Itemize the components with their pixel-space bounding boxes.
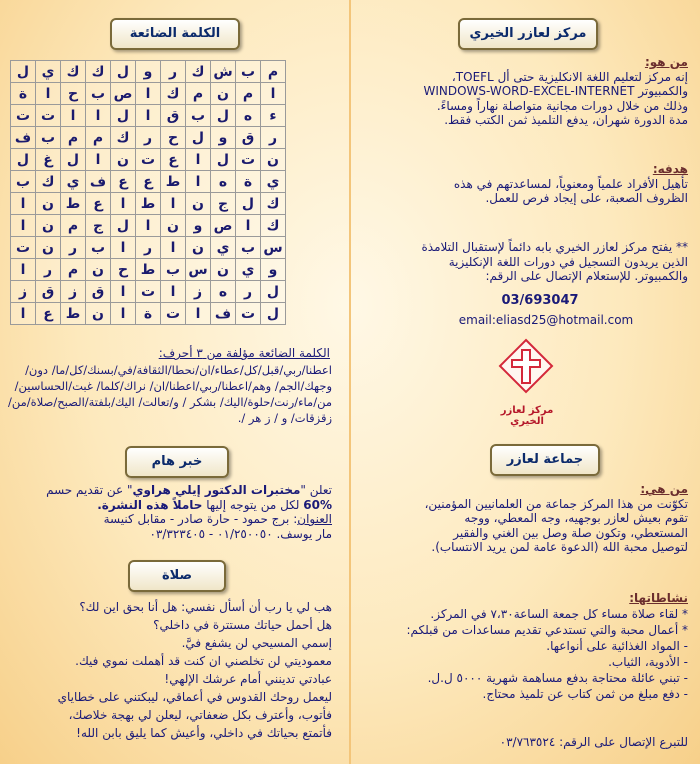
grid-cell[interactable]: ل bbox=[61, 149, 86, 171]
grid-cell[interactable]: ا bbox=[186, 303, 211, 325]
grid-cell[interactable]: ا bbox=[11, 259, 36, 281]
grid-cell[interactable]: ا bbox=[111, 237, 136, 259]
word-search-grid bbox=[10, 60, 286, 325]
email-address[interactable]: email:eliasd25@hotmail.com bbox=[458, 313, 634, 327]
grid-cell[interactable]: ب bbox=[186, 105, 211, 127]
grid-cell[interactable]: ف bbox=[211, 303, 236, 325]
grid-cell[interactable]: ح bbox=[61, 83, 86, 105]
grid-cell[interactable]: ك bbox=[186, 61, 211, 83]
grid-cell[interactable]: ز bbox=[11, 281, 36, 303]
grid-cell[interactable]: ك bbox=[111, 127, 136, 149]
grid-row bbox=[11, 83, 286, 105]
grid-cell[interactable]: ا bbox=[36, 83, 61, 105]
activities-heading: نشاطاتها: bbox=[629, 591, 688, 605]
puzzle-title: الكلمة الضائعة bbox=[110, 18, 240, 50]
grid-cell[interactable]: ل bbox=[11, 149, 36, 171]
registration-line: الذين يريدون التسجيل في دورات اللغة الإنكليزية bbox=[448, 254, 688, 269]
goal-section bbox=[358, 162, 688, 206]
address-phones: مار يوسف. ٠١/٢٥٠٠٥٠ - ٠٣/٣٢٣٤٠٥ bbox=[149, 526, 332, 541]
grid-cell[interactable]: و bbox=[261, 259, 286, 281]
grid-row bbox=[11, 127, 286, 149]
goal-line: الظروف الصعبة، على إيجاد فرص للعمل. bbox=[485, 191, 688, 205]
grid-cell[interactable]: ا bbox=[186, 149, 211, 171]
activity-item: - المواد الغذائية على أنواعها. bbox=[546, 639, 688, 653]
grid-row bbox=[11, 259, 286, 281]
prayer-line: إسمي المسيحي لن يشفع فيَّ. bbox=[181, 636, 332, 650]
grid-cell[interactable]: ر bbox=[236, 281, 261, 303]
grid-row bbox=[11, 171, 286, 193]
grid-cell[interactable]: ح bbox=[161, 127, 186, 149]
grid-cell[interactable]: ك bbox=[261, 215, 286, 237]
grid-cell[interactable]: ا bbox=[136, 105, 161, 127]
grid-cell[interactable]: م bbox=[261, 61, 286, 83]
grid-cell[interactable]: ط bbox=[161, 171, 186, 193]
prayer-line: معموديتي لن تخلصني ان كنت قد أهملت نموي فيك. bbox=[75, 654, 332, 668]
grid-cell[interactable]: ا bbox=[161, 281, 186, 303]
grid-row bbox=[11, 215, 286, 237]
grid-cell[interactable]: ح bbox=[111, 259, 136, 281]
grid-cell[interactable]: ط bbox=[61, 303, 86, 325]
grid-cell[interactable]: ل bbox=[111, 215, 136, 237]
prayer-line: فأتوب، وأعترف بكل ضعفاتي، ليعلن لي بهجة خلاصك، bbox=[68, 708, 332, 722]
registration-section bbox=[358, 240, 688, 284]
grid-cell[interactable]: ا bbox=[186, 171, 211, 193]
news-discount: 60% bbox=[303, 497, 332, 512]
grid-cell[interactable]: ر bbox=[136, 127, 161, 149]
activity-item: * أعمال محبة والتي تستدعي تقديم مساعدات من قبلكم: bbox=[406, 623, 688, 637]
grid-cell[interactable]: ش bbox=[211, 61, 236, 83]
grid-cell[interactable]: ن bbox=[36, 193, 61, 215]
grid-row bbox=[11, 149, 286, 171]
grid-cell[interactable]: غ bbox=[36, 149, 61, 171]
grid-cell[interactable]: ر bbox=[261, 127, 286, 149]
grid-cell[interactable]: ر bbox=[161, 61, 186, 83]
grid-cell[interactable]: ا bbox=[136, 215, 161, 237]
who-section bbox=[358, 55, 688, 128]
grid-cell[interactable]: ط bbox=[136, 193, 161, 215]
grid-cell[interactable]: ه bbox=[211, 281, 236, 303]
grid-cell[interactable]: ن bbox=[186, 193, 211, 215]
grid-cell[interactable]: ا bbox=[236, 215, 261, 237]
grid-cell[interactable]: ل bbox=[111, 105, 136, 127]
prayer-line: هل أحمل حياتك مستترة في داخلي؟ bbox=[153, 618, 332, 632]
grid-cell[interactable]: ت bbox=[36, 105, 61, 127]
grid-row bbox=[11, 281, 286, 303]
grid-cell[interactable]: ك bbox=[61, 61, 86, 83]
grid-cell[interactable]: ب bbox=[236, 237, 261, 259]
news-text: " عن تقديم حسم bbox=[46, 483, 133, 497]
activity-item: - الأدوية، الثياب. bbox=[608, 655, 688, 669]
group-heading: من هي: bbox=[640, 482, 688, 496]
grid-cell[interactable]: م bbox=[61, 215, 86, 237]
grid-cell[interactable]: ب bbox=[36, 127, 61, 149]
grid-cell[interactable]: ا bbox=[11, 303, 36, 325]
grid-cell[interactable]: م bbox=[61, 259, 86, 281]
group-line: لتوصيل محبة الله (الدعوة عامة لمن يريد الانتساب). bbox=[431, 540, 688, 554]
prayer-body bbox=[6, 598, 332, 742]
grid-cell[interactable]: ب bbox=[236, 61, 261, 83]
grid-cell[interactable]: ت bbox=[11, 105, 36, 127]
cross-logo-icon bbox=[498, 338, 554, 394]
prayer-line: ليعمل روحك القدوس في أعماقي، ليبكتني على خطاياي bbox=[57, 690, 332, 704]
phone-number: 03/693047 bbox=[501, 293, 579, 308]
grid-cell[interactable]: ا bbox=[86, 105, 111, 127]
grid-cell[interactable]: ل bbox=[211, 105, 236, 127]
grid-cell[interactable]: ن bbox=[261, 149, 286, 171]
activity-item: - تبني عائلة محتاجة بدفع مساهمة شهرية ٥٠٠٠ ل.ل. bbox=[427, 671, 688, 685]
who-line: والكمبيوتر WINDOWS-WORD-EXCEL-INTERNET bbox=[423, 84, 688, 98]
right-column bbox=[350, 0, 700, 764]
center-title: مركز لعازر الخيري bbox=[458, 18, 598, 50]
grid-row bbox=[11, 105, 286, 127]
grid-cell[interactable]: م bbox=[86, 127, 111, 149]
who-line: إنه مركز لتعليم اللغة الانكليزية حتى أل TOEFL، bbox=[451, 69, 688, 84]
news-text: لكل من يتوجه إليها bbox=[202, 497, 304, 512]
grid-cell[interactable]: ق bbox=[36, 281, 61, 303]
grid-cell[interactable]: و bbox=[136, 61, 161, 83]
grid-cell[interactable]: ك bbox=[86, 61, 111, 83]
grid-cell[interactable]: ت bbox=[161, 303, 186, 325]
grid-cell[interactable]: ة bbox=[11, 83, 36, 105]
grid-cell[interactable]: ص bbox=[211, 215, 236, 237]
grid-cell[interactable]: ا bbox=[86, 149, 111, 171]
grid-cell[interactable]: م bbox=[61, 127, 86, 149]
grid-cell[interactable]: ز bbox=[61, 281, 86, 303]
grid-cell[interactable]: ت bbox=[136, 149, 161, 171]
prayer-line: فأتمتع بحياتك في داخلي، وأعيش كما يليق بابن الله! bbox=[76, 726, 332, 740]
grid-cell[interactable]: ر bbox=[36, 259, 61, 281]
grid-cell[interactable]: ء bbox=[261, 105, 286, 127]
grid-cell[interactable]: ي bbox=[211, 237, 236, 259]
grid-cell[interactable]: ل bbox=[236, 193, 261, 215]
grid-cell[interactable]: ة bbox=[136, 303, 161, 325]
activity-item: - دفع مبلغ من ثمن كتاب عن تلميذ محتاج. bbox=[482, 687, 688, 701]
registration-line: ** يفتح مركز لعازر الخيري بابه دائماً لإستقبال التلامذة bbox=[421, 240, 688, 254]
grid-cell[interactable]: ل bbox=[111, 61, 136, 83]
goal-line: تأهيل الأفراد علمياً ومعنوياً، لمساعدتهم في هذه bbox=[453, 176, 688, 191]
grid-cell[interactable]: ع bbox=[36, 303, 61, 325]
grid-cell[interactable]: ت bbox=[236, 149, 261, 171]
group-line: المستعطي، وتكون صلة وصل بين الغني والفقير bbox=[453, 525, 688, 540]
grid-cell[interactable]: ج bbox=[211, 193, 236, 215]
grid-cell[interactable]: ا bbox=[11, 215, 36, 237]
news-body bbox=[6, 483, 332, 541]
grid-cell[interactable]: ط bbox=[136, 259, 161, 281]
grid-cell[interactable]: ا bbox=[161, 237, 186, 259]
grid-cell[interactable]: ع bbox=[86, 193, 111, 215]
grid-cell[interactable]: ل bbox=[261, 303, 286, 325]
activity-item: * لقاء صلاة مساء كل جمعة الساعة٧،٣٠ في المركز. bbox=[430, 607, 688, 621]
grid-cell[interactable]: ن bbox=[111, 149, 136, 171]
grid-cell[interactable]: ا bbox=[111, 193, 136, 215]
group-line: تقوم بعيش لعازر بوجهيه، وجه المعطي، ووجه bbox=[464, 511, 688, 525]
news-lab-name: مختبرات الدكتور إيلي هراوي bbox=[132, 483, 301, 497]
grid-cell[interactable]: ي bbox=[36, 61, 61, 83]
grid-cell[interactable]: ن bbox=[86, 259, 111, 281]
grid-cell[interactable]: ل bbox=[11, 61, 36, 83]
grid-cell[interactable]: ن bbox=[86, 303, 111, 325]
grid-row bbox=[11, 193, 286, 215]
grid-cell[interactable]: ب bbox=[86, 83, 111, 105]
prayer-line: عبادتي تدينني أمام عرشك الإلهي! bbox=[164, 672, 332, 686]
grid-cell[interactable]: م bbox=[236, 83, 261, 105]
address-label: العنوان bbox=[297, 512, 332, 526]
grid-cell[interactable]: ا bbox=[11, 193, 36, 215]
grid-cell[interactable]: ا bbox=[61, 105, 86, 127]
hint-line: الكلمة الضائعة مؤلفة من ٣ أحرف: bbox=[158, 346, 330, 360]
group-title: جماعة لعازر bbox=[490, 444, 600, 476]
grid-cell[interactable]: ت bbox=[11, 237, 36, 259]
prayer-title: صلاة bbox=[128, 560, 226, 592]
grid-cell[interactable]: ع bbox=[161, 149, 186, 171]
logo-label: مركز لعازر الخيري bbox=[500, 405, 554, 427]
grid-cell[interactable]: ا bbox=[111, 303, 136, 325]
registration-line: والكمبيوتر. للإستعلام الإتصال على الرقم: bbox=[485, 269, 688, 283]
grid-cell[interactable]: ل bbox=[211, 149, 236, 171]
grid-cell[interactable]: ن bbox=[161, 215, 186, 237]
grid-cell[interactable]: ه bbox=[211, 171, 236, 193]
grid-cell[interactable]: ر bbox=[61, 237, 86, 259]
grid-row bbox=[11, 61, 286, 83]
grid-cell[interactable]: ن bbox=[36, 237, 61, 259]
who-line: مدة الدورة شهران، يدفع التلميذ ثمن الكتب فقط. bbox=[444, 113, 688, 127]
grid-cell[interactable]: ل bbox=[261, 281, 286, 303]
grid-cell[interactable]: ن bbox=[36, 215, 61, 237]
grid-cell[interactable]: ت bbox=[236, 303, 261, 325]
grid-cell[interactable]: ي bbox=[61, 171, 86, 193]
group-line: تكوّنت من هذا المركز جماعة من العلمانيين المؤمنين، bbox=[424, 496, 688, 511]
grid-cell[interactable]: ع bbox=[111, 171, 136, 193]
activities-section bbox=[358, 590, 688, 702]
grid-cell[interactable]: ن bbox=[186, 237, 211, 259]
grid-cell[interactable]: ز bbox=[186, 281, 211, 303]
donation-line: للتبرع الإتصال على الرقم: ٠٣/٧٦٣٥٢٤ bbox=[499, 735, 688, 749]
grid-cell[interactable]: ج bbox=[86, 215, 111, 237]
grid-cell[interactable]: ع bbox=[136, 171, 161, 193]
grid-cell[interactable]: ن bbox=[211, 83, 236, 105]
grid-cell[interactable]: ب bbox=[86, 237, 111, 259]
grid-cell[interactable]: ة bbox=[236, 171, 261, 193]
prayer-line: هب لي يا رب أن أسأل نفسي: هل أنا بحق اين لك؟ bbox=[79, 600, 332, 614]
grid-cell[interactable]: ك bbox=[261, 193, 286, 215]
grid-cell[interactable]: ب bbox=[161, 259, 186, 281]
grid-cell[interactable]: ن bbox=[211, 259, 236, 281]
grid-row bbox=[11, 237, 286, 259]
grid-cell[interactable]: م bbox=[186, 83, 211, 105]
grid-cell[interactable]: ب bbox=[11, 171, 36, 193]
grid-cell[interactable]: ا bbox=[111, 281, 136, 303]
grid-cell[interactable]: ك bbox=[161, 83, 186, 105]
grid-cell[interactable]: ت bbox=[136, 281, 161, 303]
grid-cell[interactable]: ق bbox=[236, 127, 261, 149]
puzzle-hint bbox=[10, 346, 330, 361]
group-section bbox=[358, 482, 688, 555]
grid-cell[interactable]: ف bbox=[86, 171, 111, 193]
news-highlight: حاملاً هذه النشرة. bbox=[97, 497, 203, 512]
who-heading: من هو: bbox=[644, 55, 688, 69]
grid-cell[interactable]: ق bbox=[161, 105, 186, 127]
grid-cell[interactable]: ر bbox=[136, 237, 161, 259]
grid-cell[interactable]: ا bbox=[261, 83, 286, 105]
grid-row bbox=[11, 303, 286, 325]
grid-cell[interactable]: ي bbox=[236, 259, 261, 281]
grid-cell[interactable]: ل bbox=[186, 127, 211, 149]
who-line: وذلك من خلال دورات مجانية متواصلة نهاراً ومساءً. bbox=[436, 98, 688, 113]
grid-cell[interactable]: و bbox=[211, 127, 236, 149]
news-text: تعلن " bbox=[300, 483, 332, 497]
grid-cell[interactable]: ا bbox=[161, 193, 186, 215]
grid-cell[interactable]: س bbox=[261, 237, 286, 259]
grid-cell[interactable]: و bbox=[186, 215, 211, 237]
grid-cell[interactable]: س bbox=[186, 259, 211, 281]
word-list: اعطنا/ربي/قبل/كل/عطاء/ان/نحطا/الثقافة/في/بسنك/كل/ما/ دون/ وجهك/الجم/ وهم/اعطنا/ربي/اعطنا/ان/ نراك/كلما/ غبت/الحساسين/من/ماء/رنت/حلوة/اليك/ بشكر / و/تعالت/ اليك/بلفتة/الصبح/صلاة/من/ زقزقات/ و / ز هر /. bbox=[8, 363, 332, 425]
news-title: خبر هام bbox=[125, 446, 229, 478]
goal-heading: هدفه: bbox=[652, 162, 688, 176]
grid-cell[interactable]: ف bbox=[11, 127, 36, 149]
grid-cell[interactable]: ك bbox=[36, 171, 61, 193]
grid-cell[interactable]: ق bbox=[86, 281, 111, 303]
grid-cell[interactable]: ط bbox=[61, 193, 86, 215]
address-text: : برج حمود - حارة صادر - مقابل كنيسة bbox=[103, 512, 298, 526]
grid-cell[interactable]: ي bbox=[261, 171, 286, 193]
grid-cell[interactable]: ص bbox=[111, 83, 136, 105]
grid-cell[interactable]: ه bbox=[236, 105, 261, 127]
grid-cell[interactable]: ا bbox=[136, 83, 161, 105]
